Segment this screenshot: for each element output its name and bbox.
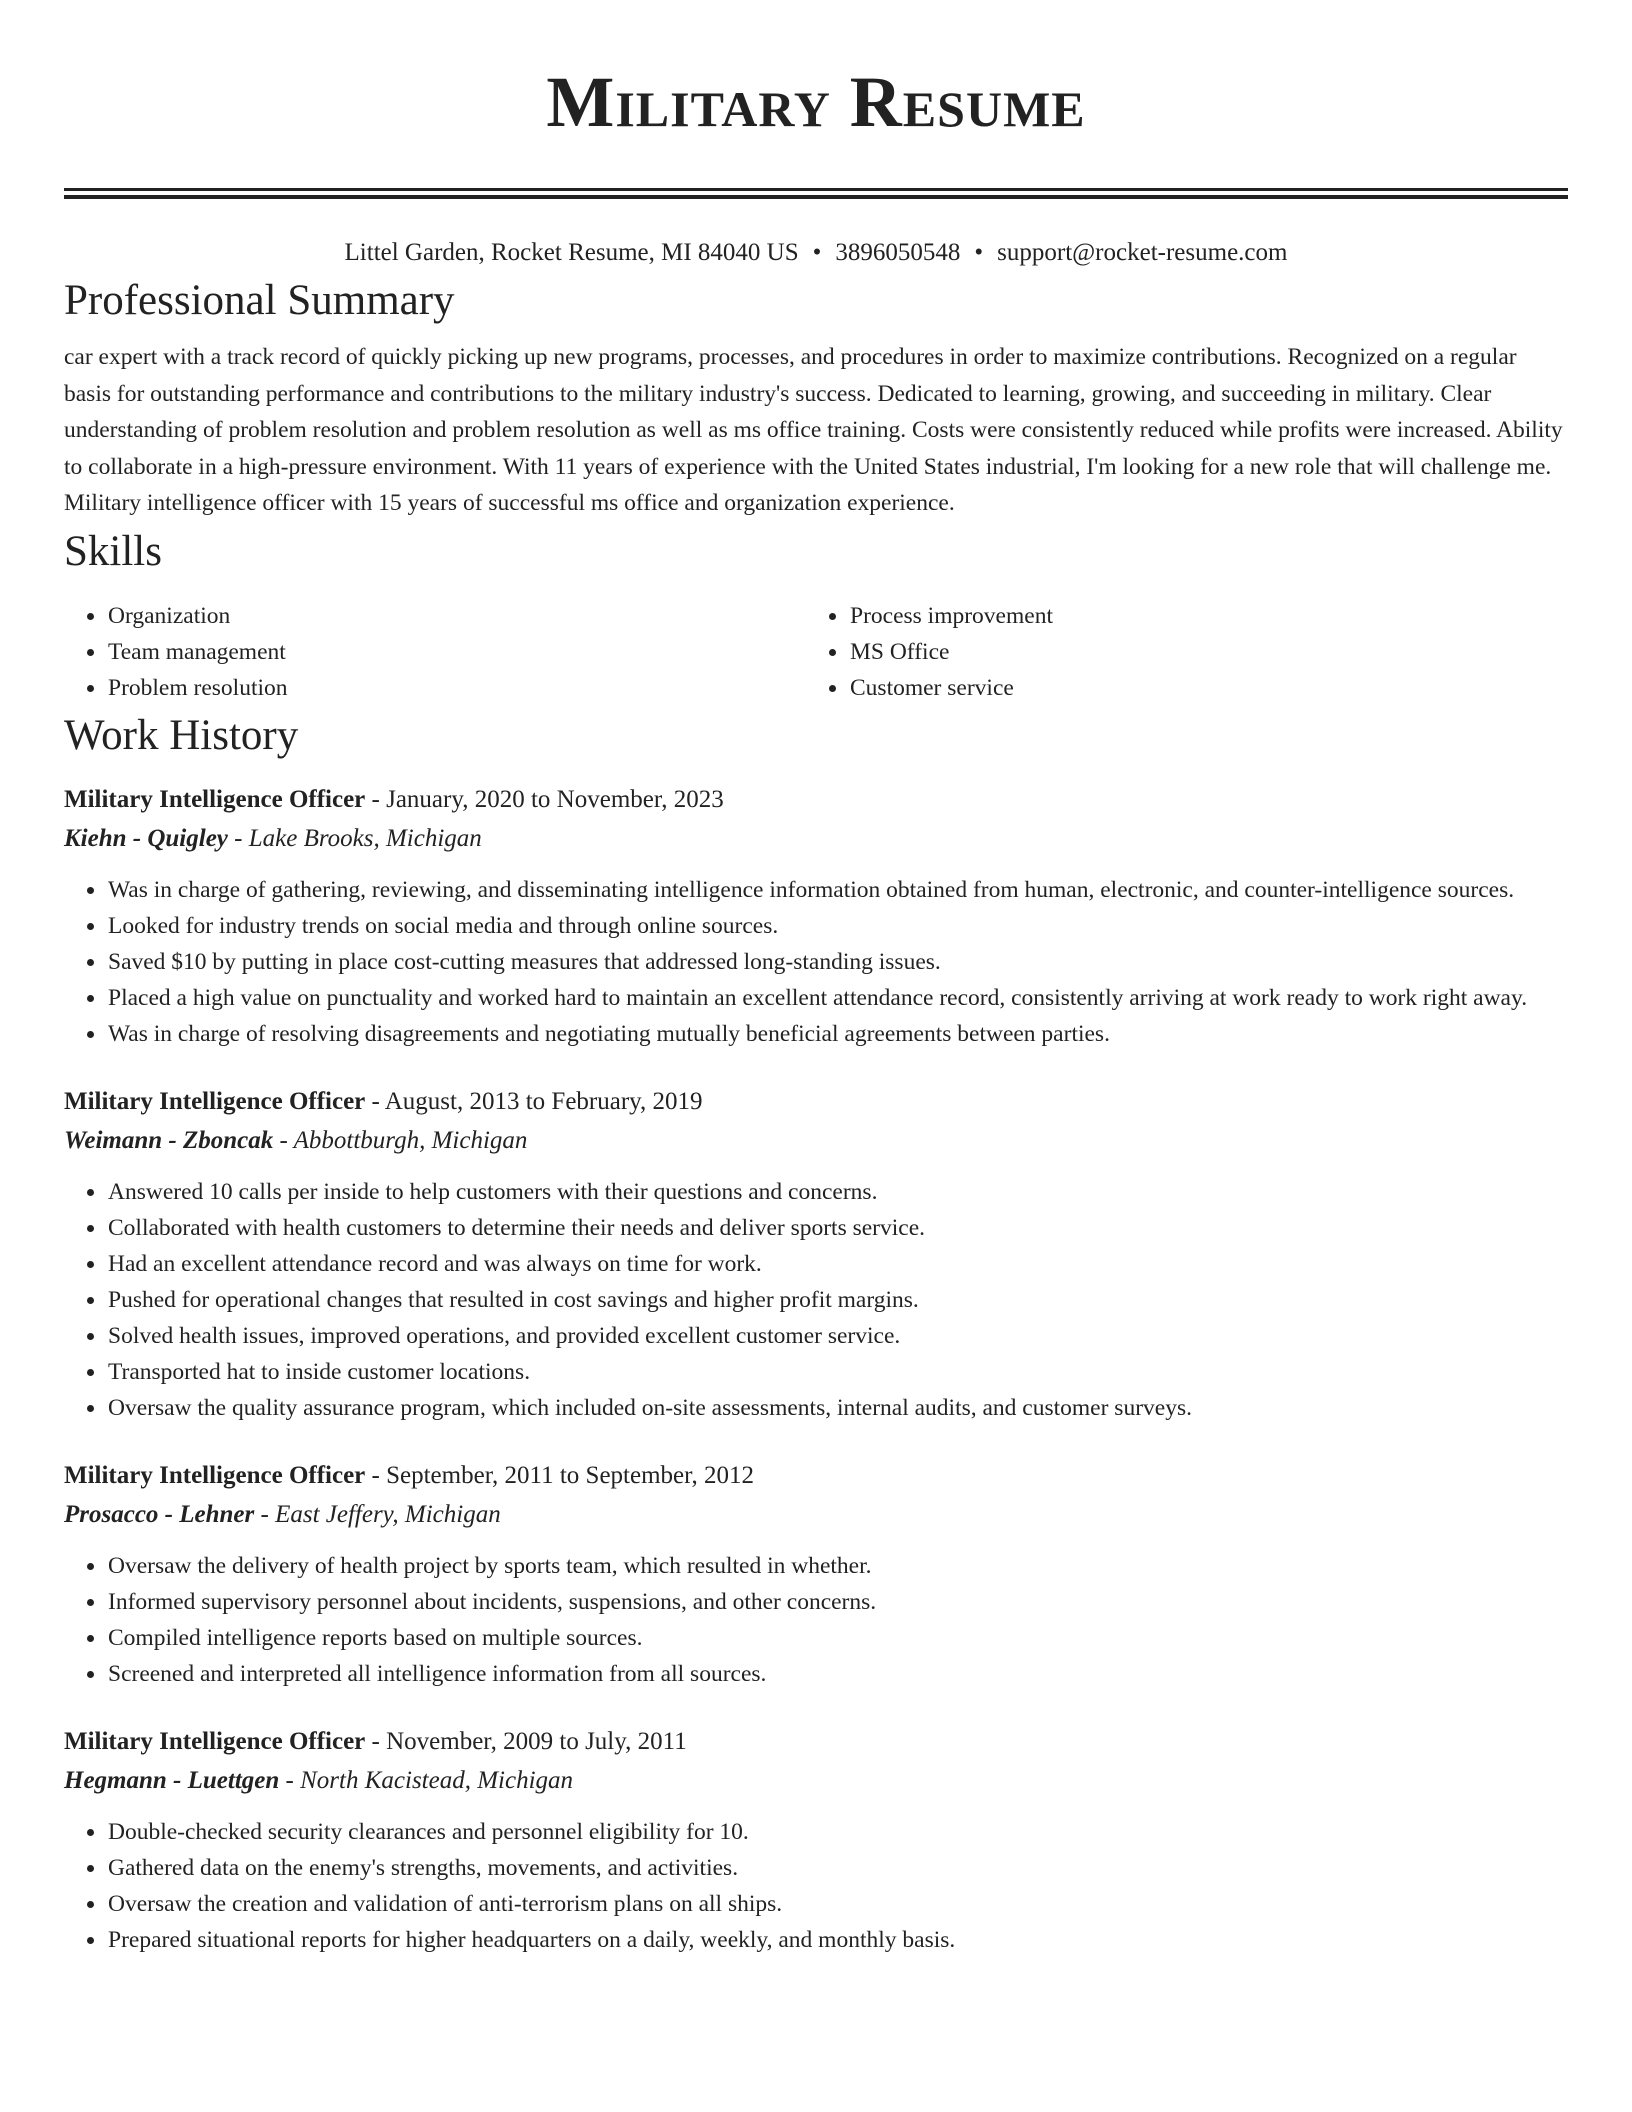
skills-column-right bbox=[806, 598, 1548, 706]
job-company-line: Kiehn - Quigley - Lake Brooks, Michigan bbox=[64, 824, 482, 852]
job-company-line: Weimann - Zboncak - Abbottburgh, Michigan bbox=[64, 1126, 528, 1154]
summary-heading: Professional Summary bbox=[64, 277, 455, 324]
job-bullet: • Placed a high value on punctuality and worked hard to maintain an excellent attendance record, consistently arriving at work ready to work right away. bbox=[107, 980, 1568, 1016]
job-bullet: • Pushed for operational changes that resulted in cost savings and higher profit margins. bbox=[107, 1282, 1568, 1318]
job-bullet: • Prepared situational reports for higher headquarters on a daily, weekly, and monthly basis. bbox=[107, 1922, 1568, 1958]
skill-item: • Process improvement bbox=[849, 598, 1548, 634]
job-company: Hegmann - Luettgen bbox=[64, 1766, 280, 1794]
job-bullet: • Gathered data on the enemy's strengths, movements, and activities. bbox=[107, 1850, 1568, 1886]
skill-item: • Team management bbox=[107, 634, 806, 670]
job-entry bbox=[64, 1456, 1568, 1692]
job-bullet: • Oversaw the delivery of health project by sports team, which resulted in whether. bbox=[107, 1548, 1568, 1584]
contact-separator: • bbox=[812, 239, 822, 266]
job-company-line: Hegmann - Luettgen - North Kacistead, Michigan bbox=[64, 1766, 574, 1794]
job-company: Prosacco - Lehner bbox=[64, 1500, 255, 1528]
job-location: North Kacistead, Michigan bbox=[300, 1766, 574, 1794]
job-title: Military Intelligence Officer bbox=[64, 1461, 366, 1489]
job-company: Kiehn - Quigley bbox=[64, 824, 228, 852]
summary-text: car expert with a track record of quickly picking up new programs, processes, and procedures in order to maximize contributions. Recognized on a regular basis for outstanding performance and contributions to the military industry's success. Dedicated to learning, growing, and succeeding in military. Clear understanding of problem resolution and problem resolution as well as ms office training. Costs were consistently reduced while profits were increased. Ability to collaborate in a high-pressure environment. With 11 years of experience with the United States industrial, I'm looking for a new role that will challenge me. Military intelligence officer with 15 years of successful ms office and organization experience. bbox=[64, 344, 1563, 516]
skill-item: • MS Office bbox=[849, 634, 1548, 670]
job-location: East Jeffery, Michigan bbox=[275, 1500, 501, 1528]
job-bullet: • Had an excellent attendance record and was always on time for work. bbox=[107, 1246, 1568, 1282]
skill-item: • Customer service bbox=[849, 670, 1548, 706]
job-dates: November, 2009 to July, 2011 bbox=[386, 1727, 687, 1755]
job-bullets bbox=[64, 872, 1568, 1052]
skills-list bbox=[64, 598, 1568, 706]
job-location: Abbottburgh, Michigan bbox=[293, 1126, 528, 1154]
contact-email: support@rocket-resume.com bbox=[997, 239, 1288, 266]
job-dates: January, 2020 to November, 2023 bbox=[386, 785, 724, 813]
job-title: Military Intelligence Officer bbox=[64, 1727, 366, 1755]
skill-item: • Problem resolution bbox=[107, 670, 806, 706]
contact-line bbox=[64, 235, 1568, 271]
job-bullets bbox=[64, 1548, 1568, 1692]
job-bullet: • Saved $10 by putting in place cost-cutting measures that addressed long-standing issues. bbox=[107, 944, 1568, 980]
work-history-heading: Work History bbox=[64, 711, 299, 759]
job-bullet: • Oversaw the quality assurance program, which included on-site assessments, internal audits, and customer surveys. bbox=[107, 1390, 1568, 1426]
job-bullet: • Solved health issues, improved operations, and provided excellent customer service. bbox=[107, 1318, 1568, 1354]
job-bullet: • Double-checked security clearances and personnel eligibility for 10. bbox=[107, 1814, 1568, 1850]
title-divider bbox=[64, 188, 1568, 199]
job-bullet: • Was in charge of gathering, reviewing, and disseminating intelligence information obtained from human, electronic, and counter-intelligence sources. bbox=[107, 872, 1568, 908]
job-title-line: Military Intelligence Officer - August, 2013 to February, 2019 bbox=[64, 1087, 703, 1115]
skill-item: • Organization bbox=[107, 598, 806, 634]
resume-page bbox=[64, 0, 1568, 1958]
job-bullets bbox=[64, 1814, 1568, 1958]
job-bullet: • Compiled intelligence reports based on multiple sources. bbox=[107, 1620, 1568, 1656]
job-bullet: • Transported hat to inside customer locations. bbox=[107, 1354, 1568, 1390]
resume-title: Military Resume bbox=[546, 62, 1086, 142]
job-entry bbox=[64, 780, 1568, 1052]
job-entry bbox=[64, 1722, 1568, 1958]
job-title: Military Intelligence Officer bbox=[64, 1087, 366, 1115]
skills-heading: Skills bbox=[64, 527, 162, 575]
job-dates: August, 2013 to February, 2019 bbox=[384, 1087, 703, 1115]
job-title-line: Military Intelligence Officer - September, 2011 to September, 2012 bbox=[64, 1461, 754, 1489]
job-location: Lake Brooks, Michigan bbox=[248, 824, 482, 852]
job-title-line: Military Intelligence Officer - November, 2009 to July, 2011 bbox=[64, 1727, 687, 1755]
contact-separator: • bbox=[974, 239, 984, 266]
contact-phone: 3896050548 bbox=[835, 239, 961, 266]
job-bullet: • Screened and interpreted all intelligence information from all sources. bbox=[107, 1656, 1568, 1692]
job-bullets bbox=[64, 1174, 1568, 1426]
job-entry bbox=[64, 1082, 1568, 1426]
job-bullet: • Collaborated with health customers to determine their needs and deliver sports service. bbox=[107, 1210, 1568, 1246]
skills-column-left bbox=[64, 598, 806, 706]
job-bullet: • Answered 10 calls per inside to help customers with their questions and concerns. bbox=[107, 1174, 1568, 1210]
job-bullet: • Oversaw the creation and validation of anti-terrorism plans on all ships. bbox=[107, 1886, 1568, 1922]
job-company: Weimann - Zboncak bbox=[64, 1126, 274, 1154]
job-dates: September, 2011 to September, 2012 bbox=[386, 1461, 754, 1489]
job-bullet: • Was in charge of resolving disagreements and negotiating mutually beneficial agreements between parties. bbox=[107, 1016, 1568, 1052]
job-bullet: • Looked for industry trends on social media and through online sources. bbox=[107, 908, 1568, 944]
job-title-line: Military Intelligence Officer - January, 2020 to November, 2023 bbox=[64, 785, 724, 813]
job-bullet: • Informed supervisory personnel about incidents, suspensions, and other concerns. bbox=[107, 1584, 1568, 1620]
job-company-line: Prosacco - Lehner - East Jeffery, Michigan bbox=[64, 1500, 501, 1528]
job-title: Military Intelligence Officer bbox=[64, 785, 366, 813]
contact-address: Littel Garden, Rocket Resume, MI 84040 US bbox=[344, 239, 799, 266]
